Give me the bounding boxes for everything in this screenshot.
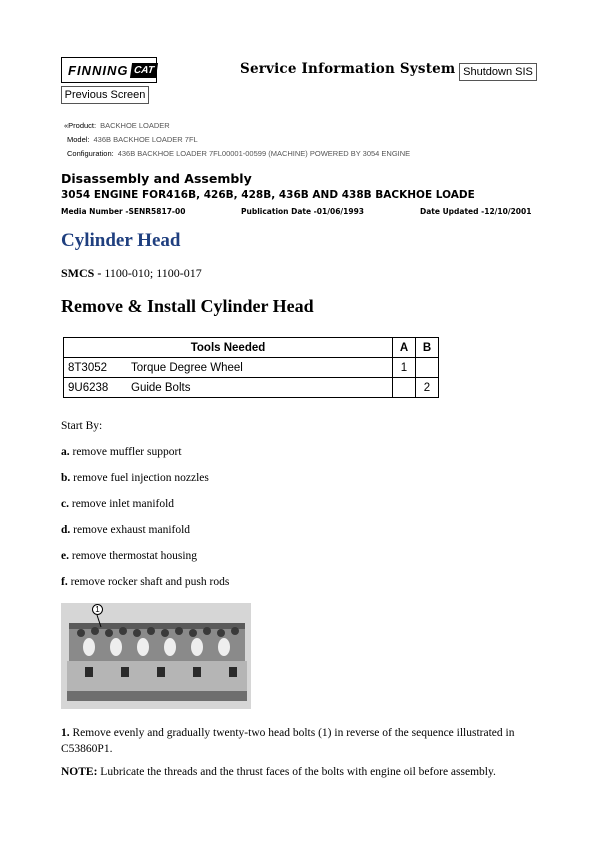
item-letter: b. — [61, 472, 71, 484]
item-text: remove exhaust manifold — [73, 524, 191, 536]
model-value: 436B BACKHOE LOADER 7FL — [93, 135, 198, 144]
callout-marker: 1 — [92, 604, 103, 615]
step-text: Remove evenly and gradually twenty-two head bolts (1) in reverse of the sequence illustrated in C53860P1. — [61, 727, 515, 755]
list-item — [61, 498, 174, 510]
document-title: Disassembly and Assembly — [61, 171, 252, 186]
note-label: NOTE: — [61, 766, 98, 778]
item-letter: a. — [61, 446, 70, 458]
media-number: Media Number -SENR5817-00 — [61, 207, 186, 216]
item-letter: c. — [61, 498, 69, 510]
note-text: Lubricate the threads and the thrust faces of the bolts with engine oil before assembly. — [100, 766, 496, 778]
step-1 — [61, 725, 541, 757]
config-key: Configuration: — [67, 149, 114, 158]
smcs-line — [61, 266, 202, 281]
product-value: BACKHOE LOADER — [100, 121, 170, 130]
qty-a — [393, 378, 416, 398]
step-number: 1. — [61, 727, 70, 739]
cylinder-head-photo — [61, 603, 251, 709]
shutdown-sis-button[interactable]: Shutdown SIS — [459, 63, 537, 81]
item-text: remove inlet manifold — [71, 498, 175, 510]
config-value: 436B BACKHOE LOADER 7FL00001-00599 (MACHINE) POWERED BY 3054 ENGINE — [117, 149, 411, 158]
logo-text: FINNING — [68, 62, 129, 78]
note — [61, 766, 496, 778]
item-letter: d. — [61, 524, 71, 536]
previous-screen-button[interactable]: Previous Screen — [61, 86, 149, 104]
tools-header-row — [64, 338, 439, 358]
qty-b — [416, 358, 439, 378]
system-title: Service Information System — [240, 61, 456, 77]
part-number: 8T3052 — [64, 358, 128, 378]
model-line — [67, 135, 198, 144]
publication-date: Publication Date -01/06/1993 — [241, 207, 365, 216]
list-item — [61, 446, 182, 458]
tool-description: Guide Bolts — [127, 378, 393, 398]
item-text: remove fuel injection nozzles — [73, 472, 209, 484]
start-by-label: Start By: — [61, 420, 103, 432]
configuration-line — [67, 149, 410, 158]
finning-cat-logo — [61, 57, 157, 83]
cat-badge: CAT — [130, 63, 158, 78]
smcs-label: SMCS - — [61, 266, 102, 280]
item-text: remove thermostat housing — [71, 550, 198, 562]
product-key: «Product: — [64, 121, 97, 130]
table-row — [64, 378, 439, 398]
tools-needed-table — [63, 337, 439, 398]
tools-header: Tools Needed — [64, 338, 393, 358]
item-letter: e. — [61, 550, 69, 562]
part-number: 9U6238 — [64, 378, 128, 398]
list-item — [61, 576, 229, 588]
model-key: Model: — [67, 135, 90, 144]
item-text: remove rocker shaft and push rods — [70, 576, 230, 588]
tool-description: Torque Degree Wheel — [127, 358, 393, 378]
column-a-header: A — [393, 338, 416, 358]
section-heading: Cylinder Head — [61, 230, 181, 251]
smcs-value: 1100-010; 1100-017 — [104, 266, 202, 280]
procedure-heading: Remove & Install Cylinder Head — [61, 296, 314, 316]
list-item — [61, 524, 190, 536]
date-updated: Date Updated -12/10/2001 — [420, 207, 532, 216]
qty-a: 1 — [393, 358, 416, 378]
list-item — [61, 472, 209, 484]
table-row — [64, 358, 439, 378]
qty-b: 2 — [416, 378, 439, 398]
item-text: remove muffler support — [72, 446, 182, 458]
product-line — [64, 121, 170, 130]
item-letter: f. — [61, 576, 68, 588]
document-subtitle: 3054 ENGINE FOR416B, 426B, 428B, 436B AND 438B BACKHOE LOADE — [61, 189, 475, 201]
column-b-header: B — [416, 338, 439, 358]
list-item — [61, 550, 197, 562]
